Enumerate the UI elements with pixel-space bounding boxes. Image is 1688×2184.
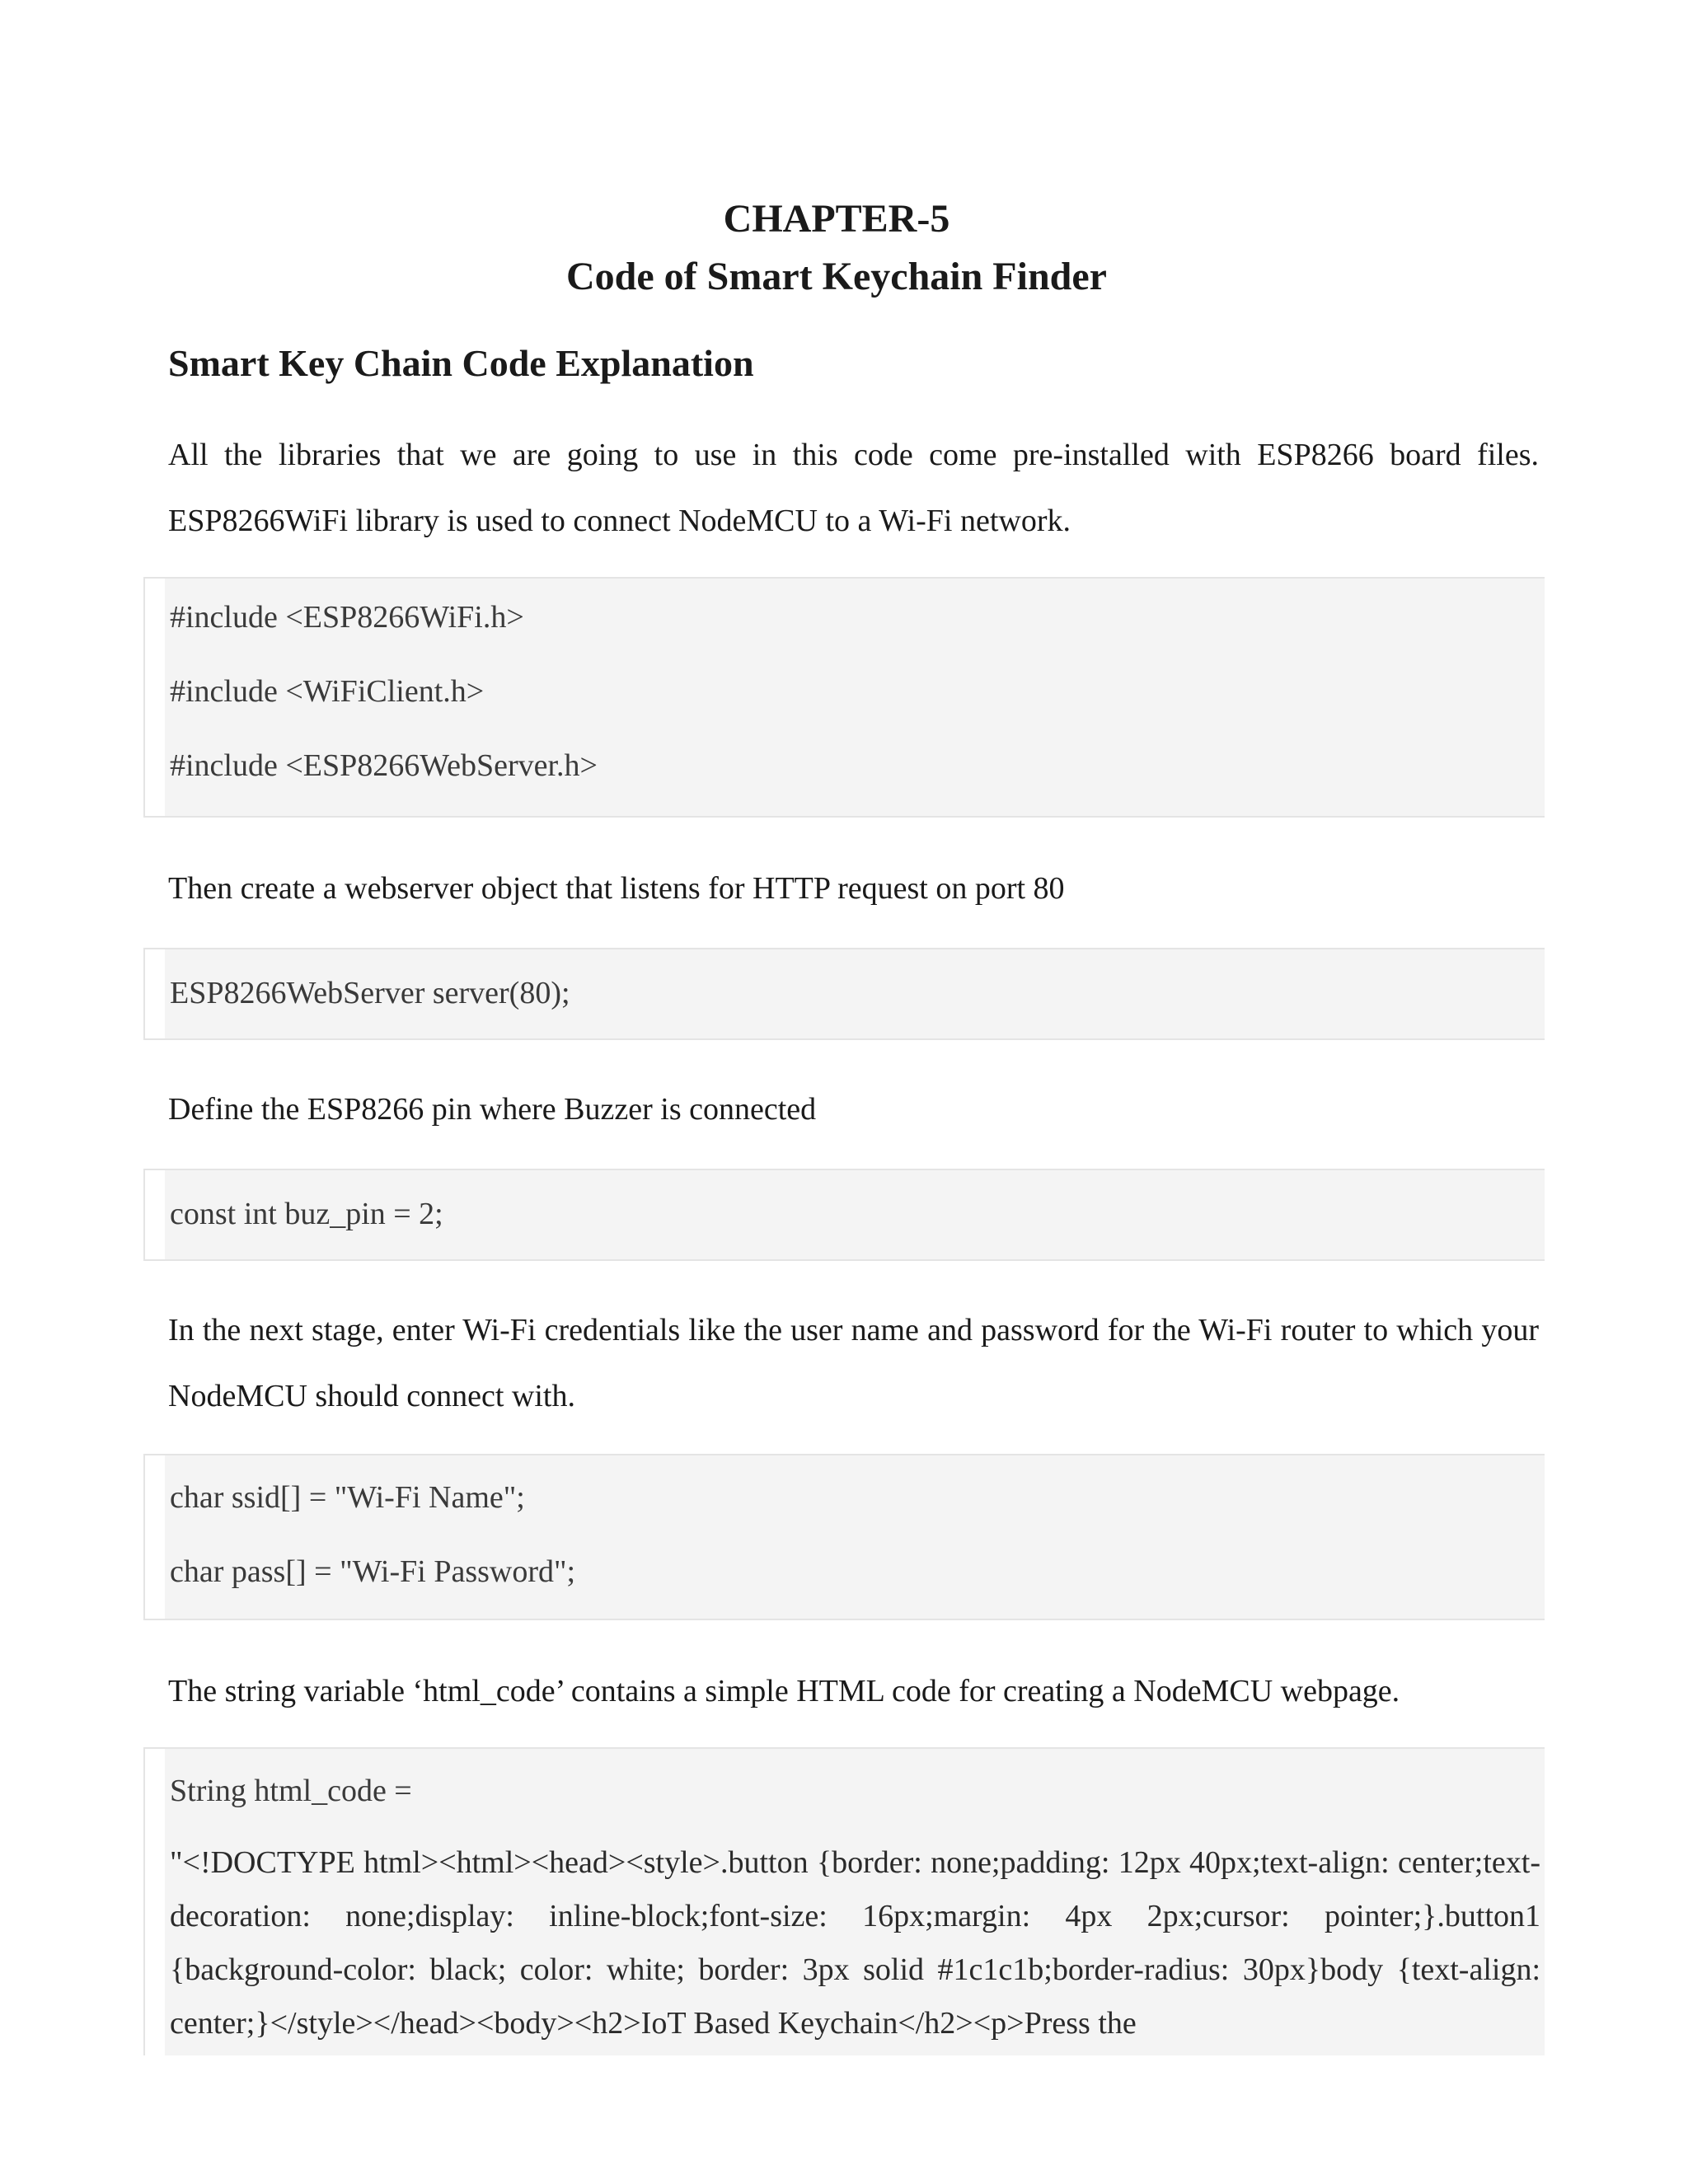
code-block-html-string xyxy=(143,1747,1545,2055)
code-html-string-value: "<!DOCTYPE html><html><head><style>.button {border: none;padding: 12px 40px;text-align: center;text-decoration: none;display: inline-block;font-size: 16px;margin: 4px 2px;cursor: pointer;}.button1 {background-color: black; color: white; border: 3px solid #1c1c1b;border-radius: 30px}body {text-align: center;}</style></head><body><h2>IoT Based Keychain</h2><p>Press the xyxy=(170,1845,1540,2041)
section-heading: Smart Key Chain Code Explanation xyxy=(168,342,754,384)
code-line: ESP8266WebServer server(80); xyxy=(170,976,570,1010)
code-line: char ssid[] = "Wi-Fi Name"; xyxy=(170,1480,525,1515)
code-block-server xyxy=(143,948,1545,1040)
paragraph-webserver: Then create a webserver object that listens for HTTP request on port 80 xyxy=(168,871,1065,906)
paragraph-intro: All the libraries that we are going to use in this code come pre-installed with ESP8266 board files. ESP8266WiFi library is used to connect NodeMCU to a Wi-Fi network. xyxy=(168,438,1539,538)
code-line: #include <ESP8266WiFi.h> xyxy=(170,600,524,635)
paragraph-html-code: The string variable ‘html_code’ contains a simple HTML code for creating a NodeMCU webpage. xyxy=(168,1674,1400,1708)
code-block-wifi xyxy=(143,1454,1545,1620)
paragraph-credentials: In the next stage, enter Wi-Fi credentials like the user name and password for the Wi-Fi router to which your NodeMCU should connect with. xyxy=(168,1313,1539,1413)
code-line: #include <WiFiClient.h> xyxy=(170,674,485,709)
code-line: char pass[] = "Wi-Fi Password"; xyxy=(170,1554,576,1589)
paragraph-buzzer: Define the ESP8266 pin where Buzzer is connected xyxy=(168,1092,817,1127)
code-line: const int buz_pin = 2; xyxy=(170,1197,443,1231)
chapter-title: Code of Smart Keychain Finder xyxy=(566,255,1107,298)
code-block-buzzer-pin xyxy=(143,1169,1545,1261)
chapter-number: CHAPTER-5 xyxy=(723,197,950,241)
code-line: String html_code = xyxy=(170,1774,412,1808)
code-line: #include <ESP8266WebServer.h> xyxy=(170,748,598,783)
code-block-includes xyxy=(143,577,1545,818)
